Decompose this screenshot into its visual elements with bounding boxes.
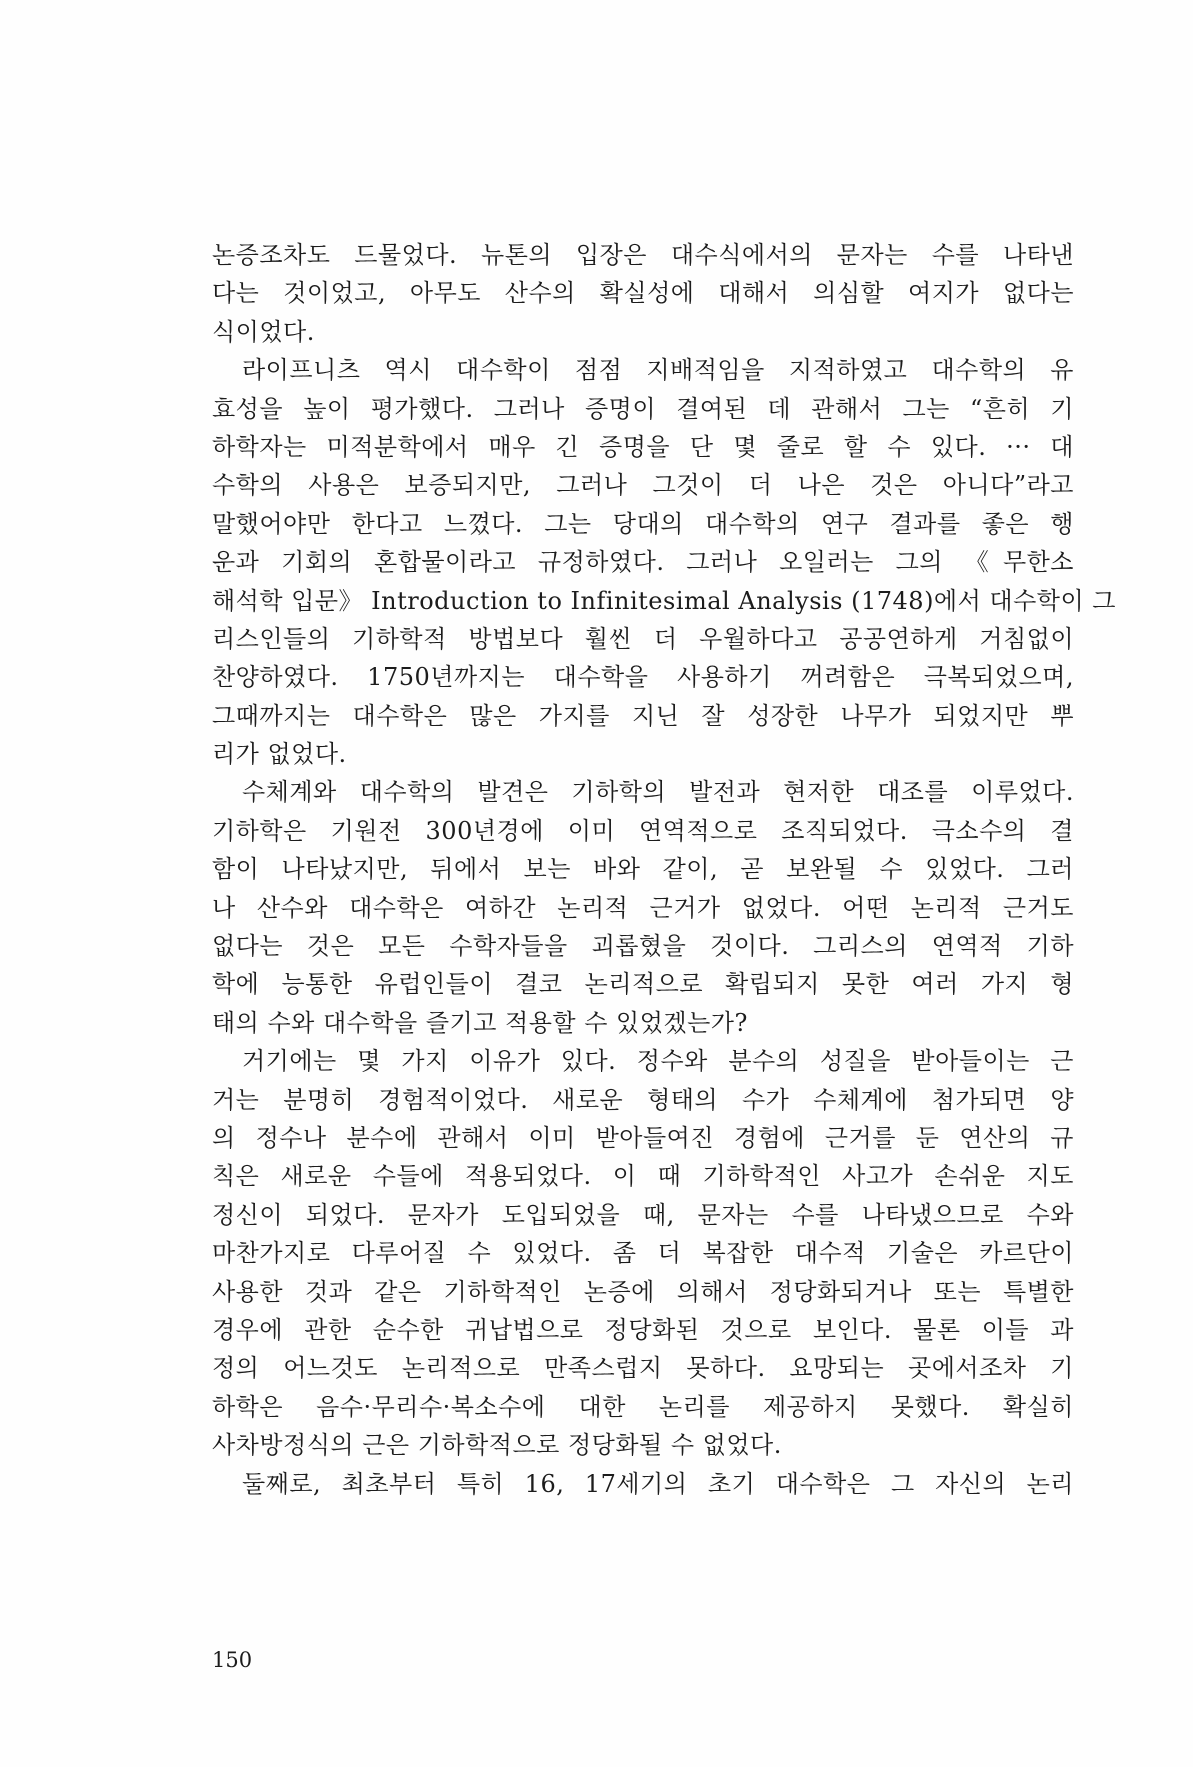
text-line: 운과 기회의 혼합물이라고 규정하였다. 그러나 오일러는 그의 《무한소 bbox=[212, 548, 1074, 577]
text-line: 해석학 입문》 Introduction to Infinitesimal Analysis (1748)에서 대수학이 그 bbox=[212, 586, 1116, 615]
text-line: 둘째로, 최초부터 특히 16, 17세기의 초기 대수학은 그 자신의 논리 bbox=[242, 1469, 1074, 1498]
text-line: 수체계와 대수학의 발견은 기하학의 발전과 현저한 대조를 이루었다. bbox=[242, 778, 1074, 807]
text-line: 나 산수와 대수학은 여하간 논리적 근거가 없었다. 어떤 논리적 근거도 bbox=[212, 893, 1074, 922]
text-line: 사차방정식의 근은 기하학적으로 정당화될 수 없었다. bbox=[212, 1431, 782, 1460]
text-line: 하학자는 미적분학에서 매우 긴 증명을 단 몇 줄로 할 수 있다. ··· 대 bbox=[212, 432, 1074, 461]
text-line: 칙은 새로운 수들에 적용되었다. 이 때 기하학적인 사고가 손쉬운 지도 bbox=[212, 1162, 1074, 1191]
text-line: 리가 없었다. bbox=[212, 740, 347, 769]
text-line: 태의 수와 대수학을 즐기고 적용할 수 있었겠는가? bbox=[212, 1008, 748, 1037]
text-line: 마찬가지로 다루어질 수 있었다. 좀 더 복잡한 대수적 기술은 카르단이 bbox=[212, 1239, 1074, 1268]
page-number: 150 bbox=[212, 1648, 253, 1672]
text-line: 정의 어느것도 논리적으로 만족스럽지 못하다. 요망되는 곳에서조차 기 bbox=[212, 1354, 1074, 1383]
text-line: 효성을 높이 평가했다. 그러나 증명이 결여된 데 관해서 그는 “흔히 기 bbox=[212, 394, 1074, 423]
text-line: 하학은 음수·무리수·복소수에 대한 논리를 제공하지 못했다. 확실히 bbox=[212, 1392, 1074, 1421]
text-line: 의 정수나 분수에 관해서 이미 받아들여진 경험에 근거를 둔 연산의 규 bbox=[212, 1123, 1074, 1152]
text-line: 사용한 것과 같은 기하학적인 논증에 의해서 정당화되거나 또는 특별한 bbox=[212, 1277, 1074, 1306]
text-line: 학에 능통한 유럽인들이 결코 논리적으로 확립되지 못한 여러 가지 형 bbox=[212, 970, 1074, 999]
text-line: 경우에 관한 순수한 귀납법으로 정당화된 것으로 보인다. 물론 이들 과 bbox=[212, 1315, 1074, 1344]
text-line: 말했어야만 한다고 느꼈다. 그는 당대의 대수학의 연구 결과를 좋은 행 bbox=[212, 509, 1074, 538]
body-text bbox=[212, 236, 1116, 1503]
text-line: 논증조차도 드물었다. 뉴톤의 입장은 대수식에서의 문자는 수를 나타낸 bbox=[212, 241, 1074, 269]
text-line: 거기에는 몇 가지 이유가 있다. 정수와 분수의 성질을 받아들이는 근 bbox=[242, 1047, 1074, 1076]
text-line: 거는 분명히 경험적이었다. 새로운 형태의 수가 수체계에 첨가되면 양 bbox=[212, 1085, 1074, 1114]
text-line: 리스인들의 기하학적 방법보다 훨씬 더 우월하다고 공공연하게 거침없이 bbox=[212, 624, 1074, 653]
text-line: 함이 나타났지만, 뒤에서 보는 바와 같이, 곧 보완될 수 있었다. 그러 bbox=[212, 855, 1074, 884]
text-line: 라이프니츠 역시 대수학이 점점 지배적임을 지적하였고 대수학의 유 bbox=[242, 356, 1074, 385]
text-line: 기하학은 기원전 300년경에 이미 연역적으로 조직되었다. 극소수의 결 bbox=[212, 816, 1074, 845]
text-line: 찬양하였다. 1750년까지는 대수학을 사용하기 꺼려함은 극복되었으며, bbox=[212, 663, 1074, 692]
text-line: 식이었다. bbox=[212, 317, 315, 346]
text-line: 정신이 되었다. 문자가 도입되었을 때, 문자는 수를 나타냈으므로 수와 bbox=[212, 1200, 1074, 1229]
text-line: 수학의 사용은 보증되지만, 그러나 그것이 더 나은 것은 아니다”라고 bbox=[212, 471, 1074, 500]
text-line: 다는 것이었고, 아무도 산수의 확실성에 대해서 의심할 여지가 없다는 bbox=[212, 279, 1074, 308]
text-line: 그때까지는 대수학은 많은 가지를 지닌 잘 성장한 나무가 되었지만 뿌 bbox=[212, 701, 1074, 730]
text-line: 없다는 것은 모든 수학자들을 괴롭혔을 것이다. 그리스의 연역적 기하 bbox=[212, 932, 1074, 961]
